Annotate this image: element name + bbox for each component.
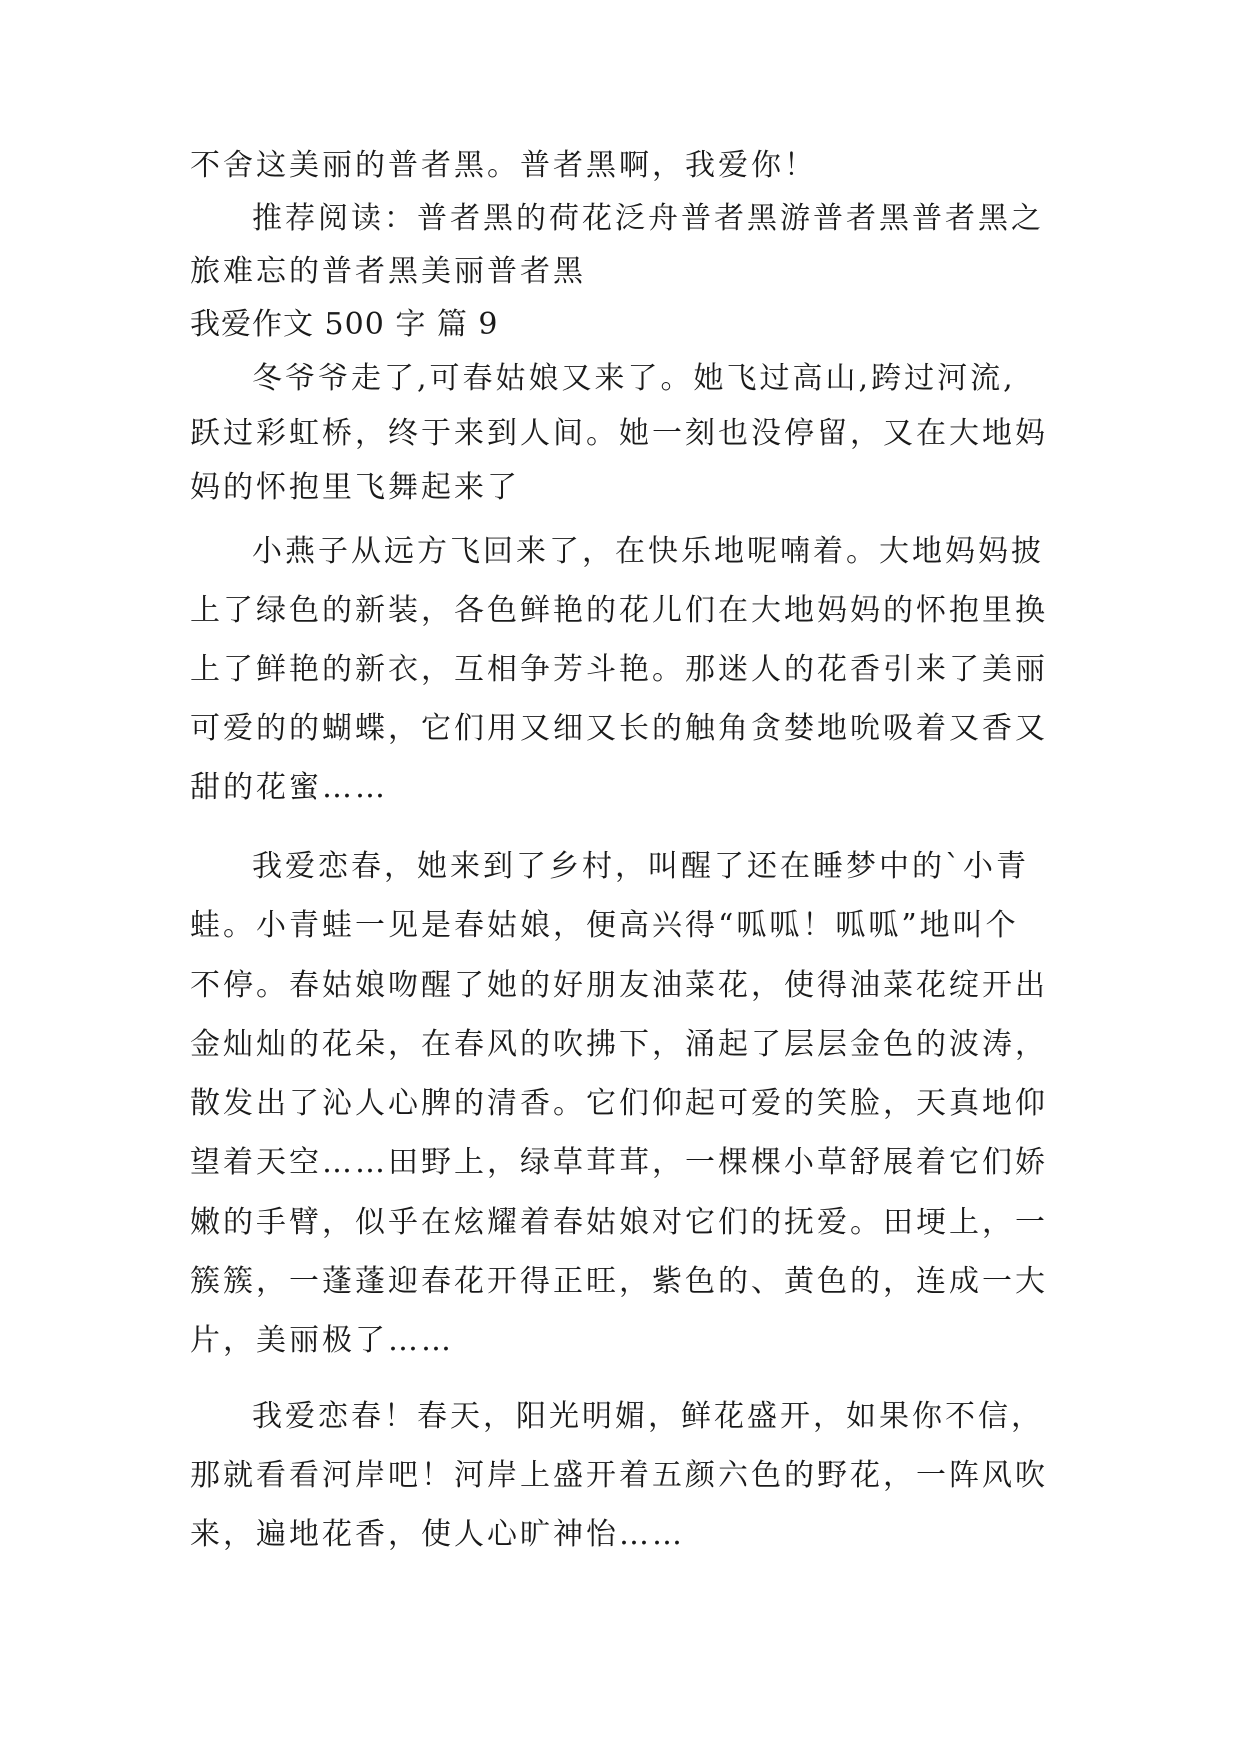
text-line: 上了鲜艳的新衣，互相争芳斗艳。那迷人的花香引来了美丽 <box>190 652 1048 687</box>
text-line: 望着天空……田野上，绿草茸茸，一棵棵小草舒展着它们娇 <box>190 1145 1048 1180</box>
text-line: 推荐阅读：普者黑的荷花泛舟普者黑游普者黑普者黑之 <box>252 201 1044 236</box>
text-line: 片，美丽极了…… <box>190 1323 454 1358</box>
text-line: 蛙。小青蛙一见是春姑娘，便高兴得“呱呱！呱呱”地叫个 <box>190 908 1019 943</box>
text-line: 散发出了沁人心脾的清香。它们仰起可爱的笑脸，天真地仰 <box>190 1086 1048 1121</box>
text-line: 旅难忘的普者黑美丽普者黑 <box>190 254 586 289</box>
text-line: 簇簇，一蓬蓬迎春花开得正旺，紫色的、黄色的，连成一大 <box>190 1264 1048 1299</box>
text-line: 来，遍地花香，使人心旷神怡…… <box>190 1517 685 1552</box>
text-line: 上了绿色的新装，各色鲜艳的花儿们在大地妈妈的怀抱里换 <box>190 593 1048 628</box>
text-line: 妈的怀抱里飞舞起来了 <box>190 470 520 505</box>
text-line: 不停。春姑娘吻醒了她的好朋友油菜花，使得油菜花绽开出 <box>190 968 1048 1003</box>
text-line: 我爱恋春，她来到了乡村，叫醒了还在睡梦中的`小青 <box>252 849 1029 884</box>
text-line: 甜的花蜜…… <box>190 770 388 805</box>
text-line: 我爱恋春！春天，阳光明媚，鲜花盛开，如果你不信， <box>252 1399 1044 1434</box>
text-line: 那就看看河岸吧！河岸上盛开着五颜六色的野花，一阵风吹 <box>190 1458 1048 1493</box>
text-line: 不舍这美丽的普者黑。普者黑啊，我爱你！ <box>190 148 817 183</box>
text-line: 嫩的手臂，似乎在炫耀着春姑娘对它们的抚爱。田埂上，一 <box>190 1205 1048 1240</box>
text-line: 冬爷爷走了,可春姑娘又来了。她飞过高山,跨过河流, <box>252 361 1016 396</box>
text-line: 可爱的的蝴蝶，它们用又细又长的触角贪婪地吮吸着又香又 <box>190 711 1048 746</box>
text-line: 金灿灿的花朵，在春风的吹拂下，涌起了层层金色的波涛， <box>190 1027 1048 1062</box>
section-title: 我爱作文 500 字 篇 9 <box>190 307 499 342</box>
text-line: 小燕子从远方飞回来了，在快乐地呢喃着。大地妈妈披 <box>252 534 1044 569</box>
text-line: 跃过彩虹桥，终于来到人间。她一刻也没停留，又在大地妈 <box>190 416 1048 451</box>
